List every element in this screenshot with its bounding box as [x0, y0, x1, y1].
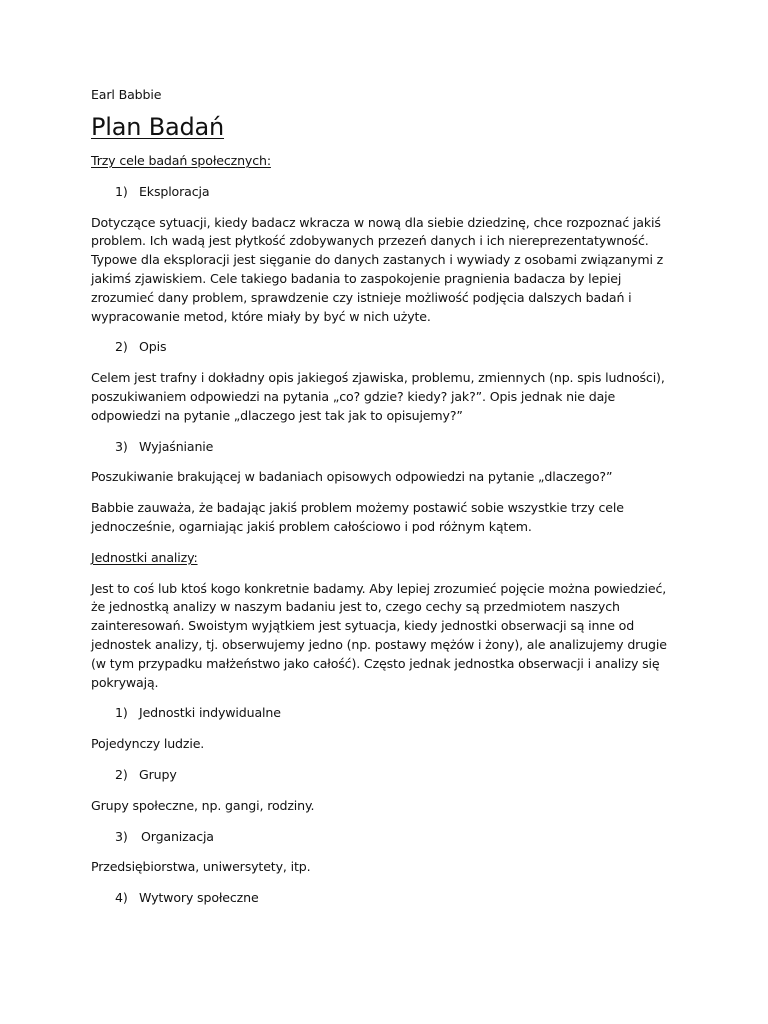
list-label: Organizacja	[141, 828, 214, 844]
paragraph-description: Celem jest trafny i dokładny opis jakiegoś zjawiska, problemu, zmiennych (np. spis ludności), poszukiwaniem odpowiedzi na pytania „co? gdzie? kiedy? jak?”. Opis jednak nie daje odpowiedzi na pytanie „dlaczego jest tak jak to opisujemy?”	[91, 370, 665, 423]
list-label: Wyjaśnianie	[139, 438, 214, 454]
list-number: 2)	[115, 766, 128, 782]
list-label: Grupy	[139, 766, 177, 782]
list-item-explanation	[91, 438, 681, 457]
author-name: Earl Babbie	[91, 87, 162, 102]
document-title: Plan Badań	[91, 113, 225, 141]
list-label: Jednostki indywidualne	[139, 705, 281, 721]
paragraph-units-intro: Jest to coś lub ktoś kogo konkretnie badamy. Aby lepiej zrozumieć pojęcie można powiedzieć, że jednostką analizy w naszym badaniu jest to, czego cechy są przedmiotem naszych zainteresowań. Swoistym wyjątkiem jest sytuacja, kiedy jednostki obserwacji są inne od jednostek analizy, tj. obserwujemy jedno (np. postawy mężów i żony), ale analizujemy drugie (w tym przypadku małżeństwo jako całość). Często jednak jednostka obserwacji i analizy się pokrywają.	[91, 580, 667, 690]
paragraph-individuals: Pojedynczy ludzie.	[91, 736, 205, 752]
list-item-social-artifacts	[91, 889, 681, 908]
paragraph-exploration: Dotyczące sytuacji, kiedy badacz wkracza w nową dla siebie dziedzinę, chce rozpoznać jakiś problem. Ich wadą jest płytkość zdobywanych przezeń danych i ich niereprezentatywność. Typowe dla eksploracji jest sięganie do danych zastanych i wywiady z osobami związanymi z jakimś zjawiskiem. Cele takiego badania to zaspokojenie pragnienia badacza by lepiej zrozumieć dany problem, sprawdzenie czy istnieje możliwość podjęcia dalszych badań i wypracowanie metod, które miały by być w nich użyte.	[91, 214, 664, 324]
list-label: Opis	[139, 339, 167, 355]
list-item-description	[91, 338, 681, 357]
list-item-individuals	[91, 704, 681, 723]
paragraph-organization: Przedsiębiorstwa, uniwersytety, itp.	[91, 859, 311, 875]
list-number: 3)	[115, 828, 128, 844]
paragraph-goals-summary: Babbie zauważa, że badając jakiś problem możemy postawić sobie wszystkie trzy cele jednocześnie, ogarniając jakiś problem całościowo i pod różnym kątem.	[91, 500, 624, 534]
list-number: 2)	[115, 339, 128, 355]
paragraph-groups: Grupy społeczne, np. gangi, rodziny.	[91, 797, 315, 813]
list-number: 1)	[115, 705, 128, 721]
paragraph-explanation: Poszukiwanie brakującej w badaniach opisowych odpowiedzi na pytanie „dlaczego?”	[91, 469, 613, 485]
list-number: 1)	[115, 183, 128, 199]
section-heading-goals: Trzy cele badań społecznych:	[91, 153, 271, 168]
list-number: 4)	[115, 890, 128, 906]
list-label: Wytwory społeczne	[139, 890, 259, 906]
list-label: Eksploracja	[139, 183, 210, 199]
list-item-exploration	[91, 183, 681, 202]
list-item-groups	[91, 766, 681, 785]
list-item-organization	[91, 828, 681, 847]
document-page	[91, 86, 681, 908]
section-heading-units: Jednostki analizy:	[91, 549, 198, 565]
list-number: 3)	[115, 438, 128, 454]
